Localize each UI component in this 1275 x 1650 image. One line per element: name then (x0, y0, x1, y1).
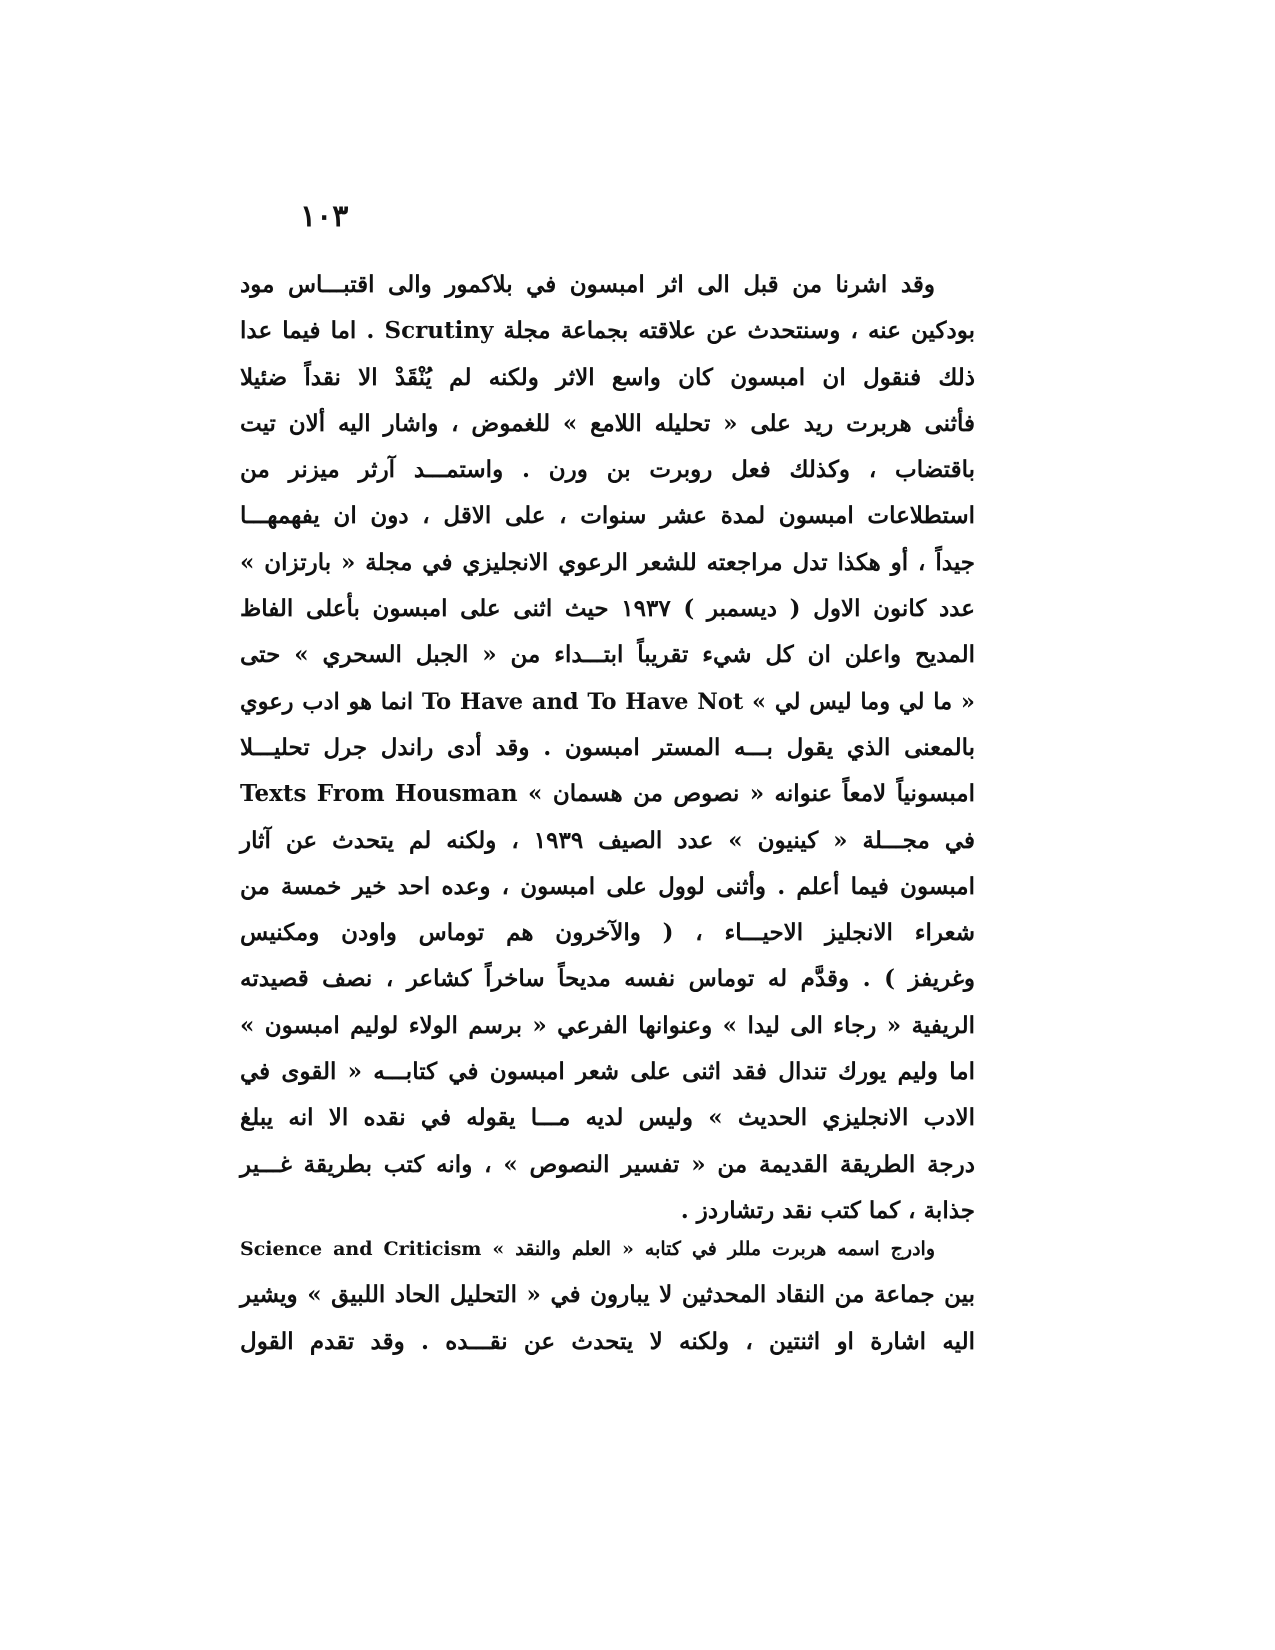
text-line: وادرج اسمه هربرت مللر في كتابه « العلم والنقد » Science and Criticism (240, 1238, 936, 1260)
text-line: اما وليم يورك تندال فقد اثنى على شعر امبسون في كتابـــه « القوى في (240, 1058, 975, 1086)
text-line: « ما لي وما ليس لي » To Have and To Have Not انما هو ادب رعوي (240, 688, 975, 715)
text-line: المديح واعلن ان كل شيء تقريباً ابتـــداء من « الجبل السحري » حتى (240, 641, 975, 669)
page-number: ١٠٣ (300, 199, 349, 234)
text-line: عدد كانون الاول ( ديسمبر ) ١٩٣٧ حيث اثنى على امبسون بأعلى الفاظ (240, 595, 975, 623)
text-line: استطلاعات امبسون لمدة عشر سنوات ، على الاقل ، دون ان يفهمهـــا (240, 502, 975, 530)
text-line: بودكين عنه ، وسنتحدث عن علاقته بجماعة مجلة Scrutiny . اما فيما عدا (240, 317, 975, 345)
paragraph-2 (240, 1226, 975, 1365)
text-line: ذلك فنقول ان امبسون كان واسع الاثر ولكنه لم يُنْقَدْ الا نقداً ضئيلا (240, 363, 975, 391)
text-line: وقد اشرنا من قبل الى اثر امبسون في بلاكمور والى اقتبـــاس مود (240, 271, 935, 298)
text-line: جيداً ، أو هكذا تدل مراجعته للشعر الرعوي الانجليزي في مجلة « بارتزان » (240, 548, 975, 576)
text-line: امبسونياً لامعاً عنوانه « نصوص من هسمان » Texts From Housman (240, 780, 975, 808)
text-line: فأثنى هربرت ريد على « تحليله اللامع » للغموض ، واشار اليه ألان تيت (240, 409, 975, 437)
text-line: امبسون فيما أعلم . وأثنى لوول على امبسون ، وعده احد خير خمسة من (240, 872, 975, 900)
text-line: بين جماعة من النقاد المحدثين لا يبارون في « التحليل الحاد اللبيق » ويشير (240, 1281, 975, 1309)
text-line: شعراء الانجليز الاحيـــاء ، ( والآخرون هم توماس واودن ومكنيس (240, 919, 975, 947)
text-line: الريفية « رجاء الى ليدا » وعنوانها الفرعي « برسم الولاء لوليم امبسون » (240, 1011, 975, 1039)
text-line: باقتضاب ، وكذلك فعل روبرت بن ورن . واستمـــد آرثر ميزنر من (240, 456, 975, 484)
text-line: في مجـــلة « كينيون » عدد الصيف ١٩٣٩ ، ولكنه لم يتحدث عن آثار (240, 826, 976, 854)
text-line: درجة الطريقة القديمة من « تفسير النصوص » ، وانه كتب بطريقة غـــير (240, 1150, 975, 1178)
text-line: وغريفز ) . وقدَّم له توماس نفسه مديحاً ساخراً كشاعر ، نصف قصيدته (240, 965, 975, 993)
paragraph-1 (240, 262, 975, 1234)
text-line: جذابة ، كما كتب نقد رتشاردز . (680, 1196, 975, 1224)
text-line: الادب الانجليزي الحديث » وليس لديه مـــا يقوله في نقده الا انه يبلغ (240, 1104, 975, 1132)
text-line: بالمعنى الذي يقول بـــه المستر امبسون . وقد أدى راندل جرل تحليـــلا (240, 733, 975, 761)
text-line: اليه اشارة او اثنتين ، ولكنه لا يتحدث عن نقـــده . وقد تقدم القول (240, 1327, 975, 1355)
